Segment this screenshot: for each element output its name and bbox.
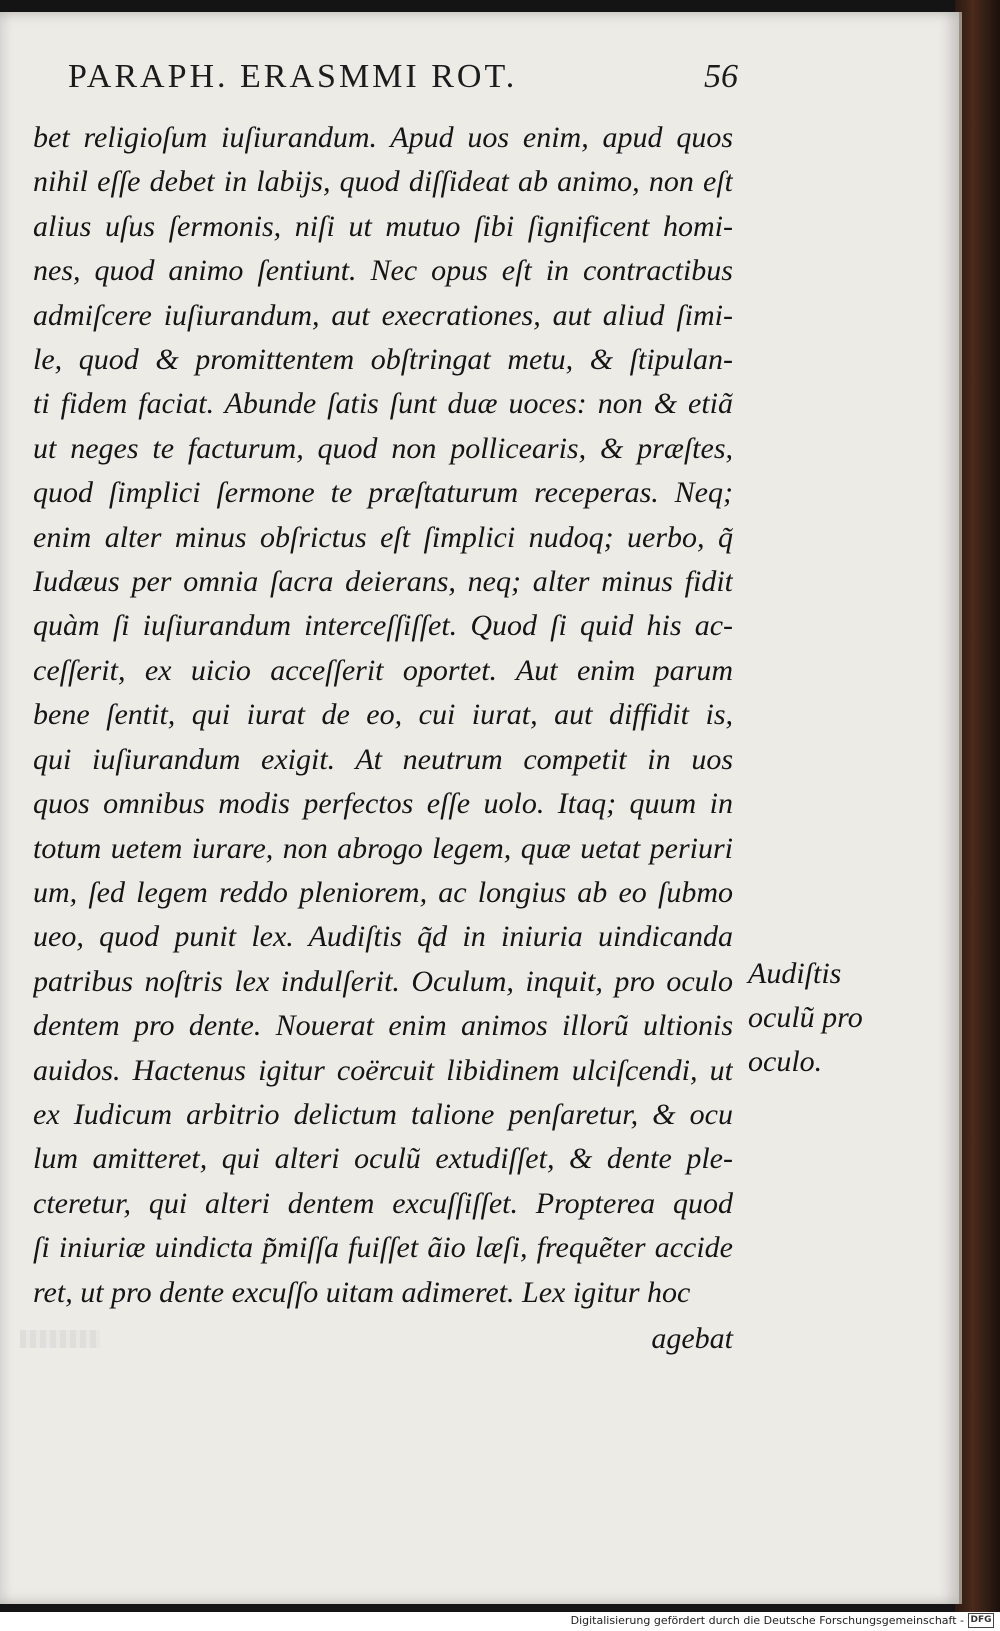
body-text (33, 116, 733, 1315)
text-line: bet religioſum iuſiurandum. Apud uos enim, apud quos (33, 121, 733, 154)
running-title: PARAPH. ERASMMI ROT. (68, 58, 518, 95)
text-line: nihil eſſe debet in labijs, quod diſſideat ab animo, non eſt (33, 165, 733, 199)
text-line: totum uetem iurare, non abrogo legem, quæ uetat periuri (33, 831, 733, 865)
marginal-note-line: Audiſtis (748, 957, 842, 990)
text-line: ut neges te facturum, quod non pollicearis, & præſtes, (33, 431, 733, 465)
text-line: le, quod & promittentem obſtringat metu, & ſtipulan- (33, 343, 733, 377)
show-through-smudge (20, 1330, 100, 1348)
dfg-logo-icon[interactable]: DFG (968, 1613, 994, 1628)
text-line: quod ſimplici ſermone te præſtaturum receperas. Neq; (33, 476, 733, 510)
text-line: um, ſed legem reddo pleniorem, ac longius ab eo ſubmo (33, 875, 733, 909)
text-line: ueo, quod punit lex. Audiſtis q̃d in iniuria uindicanda (33, 920, 733, 954)
text-line: ti fidem faciat. Abunde ſatis ſunt duæ uoces: non & etiã (33, 387, 733, 421)
text-line: ceſſerit, ex uicio acceſſerit oportet. Aut enim parum (33, 653, 733, 687)
text-line: ſi iniuriæ uindicta p̃miſſa fuiſſet ãio læſi, frequẽter accide (33, 1231, 733, 1265)
text-line: quos omnibus modis perfectos eſſe uolo. Itaq; quum in (33, 787, 733, 821)
text-line: alius uſus ſermonis, niſi ut mutuo ſibi ſignificent homi- (33, 209, 733, 243)
marginal-note-line: oculũ pro (748, 1001, 863, 1034)
folio-number: 56 (704, 58, 738, 95)
text-line: nes, quod animo ſentiunt. Nec opus eſt in contractibus (33, 254, 733, 288)
book-page (0, 12, 962, 1604)
text-line: cteretur, qui alteri dentem excuſſiſſet. Propterea quod (33, 1186, 733, 1220)
text-line: admiſcere iuſiurandum, aut execrationes, aut aliud ſimi- (33, 298, 733, 332)
text-line: Iudæus per omnia ſacra deierans, neq; alter minus fidit (33, 565, 733, 599)
marginal-note-line: oculo. (748, 1045, 823, 1078)
text-line: dentem pro dente. Nouerat enim animos illorũ ultionis (33, 1009, 733, 1043)
text-line: qui iuſiurandum exigit. At neutrum competit in uos (33, 742, 733, 776)
text-line: auidos. Hactenus igitur coërcuit libidinem ulciſcendi, ut (33, 1053, 733, 1087)
text-line: lum amitteret, qui alteri oculũ extudiſſet, & dente ple- (33, 1142, 733, 1176)
marginal-note (748, 952, 878, 1084)
digitization-credit: Digitalisierung gefördert durch die Deutsche Forschungsgemeinschaft - (570, 1614, 964, 1627)
text-line: patribus noſtris lex indulſerit. Oculum, inquit, pro oculo (33, 964, 733, 998)
text-line: quàm ſi iuſiurandum interceſſiſſet. Quod ſi quid his ac- (33, 609, 733, 643)
catchword: agebat (651, 1322, 733, 1355)
text-line: ex Iudicum arbitrio delictum talione penſaretur, & ocu (33, 1097, 733, 1131)
text-line: bene ſentit, qui iurat de eo, cui iurat, aut diffidit is, (33, 698, 733, 732)
text-line: ret, ut pro dente excuſſo uitam adimeret. Lex igitur hoc (33, 1275, 691, 1309)
text-line: enim alter minus obſrictus eſt ſimplici nudoq; uerbo, q̃ (33, 520, 733, 554)
